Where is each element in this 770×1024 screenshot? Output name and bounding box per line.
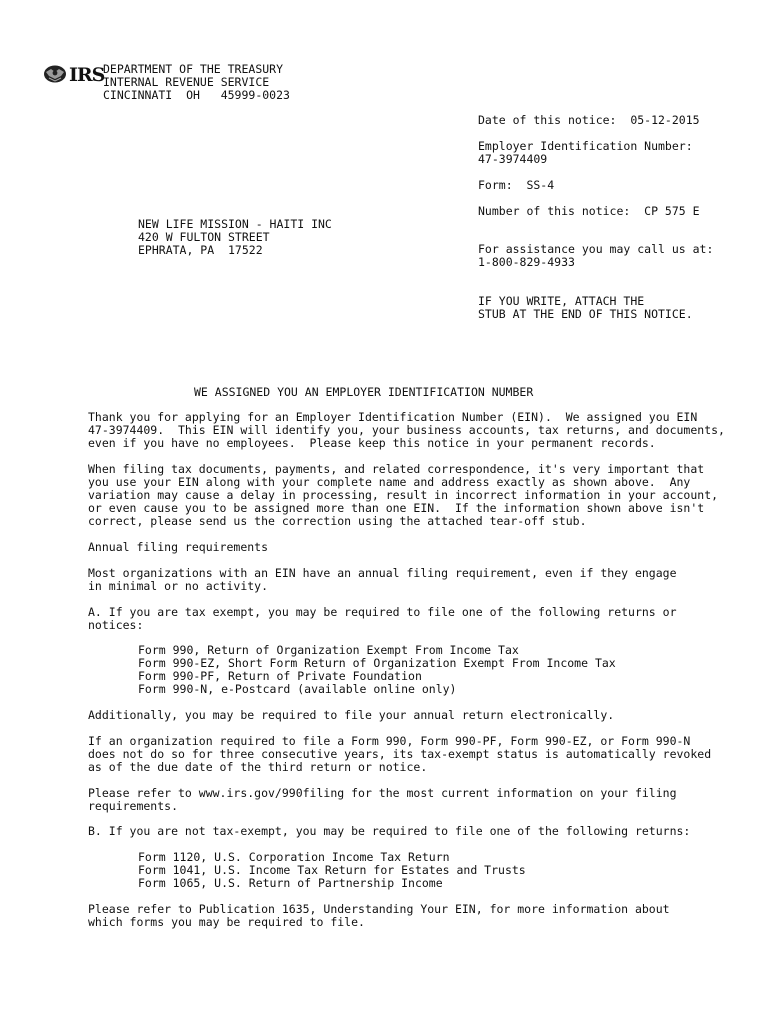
list-item: Form 990-PF, Return of Private Foundation xyxy=(138,669,422,683)
agency-line: DEPARTMENT OF THE TREASURY xyxy=(103,62,284,76)
agency-line: CINCINNATI OH 45999-0023 xyxy=(103,88,290,102)
eagle-emblem-icon xyxy=(43,64,67,84)
assistance-phone: 1-800-829-4933 xyxy=(478,255,575,269)
assistance-label: For assistance you may call us at: xyxy=(478,242,714,256)
logo-text: IRS xyxy=(69,64,105,86)
form-list-a xyxy=(138,644,616,696)
paragraph: When filing tax documents, payments, and related correspondence, it's very important that you use your EIN along with your complete name and address exactly as shown above. Any variation may cause a delay in processing, result in incorrect information in your account, or even cause you to be assigned more than one EIN. If the information shown above isn't correct, please send us the correction using the attached tear-off stub. xyxy=(88,462,719,528)
recipient-address xyxy=(138,218,332,257)
recipient-line: EPHRATA, PA 17522 xyxy=(138,243,263,257)
list-item: Form 990-N, e-Postcard (available online only) xyxy=(138,682,457,696)
form-line: Form: SS-4 xyxy=(478,178,555,192)
paragraph: Most organizations with an EIN have an annual filing requirement, even if they engage in minimal or no activity. xyxy=(88,566,677,593)
paragraph: Please refer to www.irs.gov/990filing for the most current information on your filing requirements. xyxy=(88,786,677,813)
paragraph: B. If you are not tax-exempt, you may be required to file one of the following returns: xyxy=(88,824,691,838)
paragraph: A. If you are tax exempt, you may be required to file one of the following returns or notices: xyxy=(88,605,677,632)
section-title: Annual filing requirements xyxy=(88,540,269,554)
ein-value: 47-3974409 xyxy=(478,152,548,166)
list-item: Form 1120, U.S. Corporation Income Tax Return xyxy=(138,850,450,864)
letter-heading: WE ASSIGNED YOU AN EMPLOYER IDENTIFICATION NUMBER xyxy=(194,385,534,399)
irs-logo xyxy=(43,64,104,85)
notice-date: Date of this notice: 05-12-2015 xyxy=(478,113,700,127)
notice-number: Number of this notice: CP 575 E xyxy=(478,204,700,218)
paragraph: If an organization required to file a Form 990, Form 990-PF, Form 990-EZ, or Form 990-N does not do so for three consecutive years, its tax-exempt status is automatically revoked as of the due date of the third return or notice. xyxy=(88,734,712,774)
list-item: Form 1041, U.S. Income Tax Return for Estates and Trusts xyxy=(138,863,526,877)
paragraph: Additionally, you may be required to file your annual return electronically. xyxy=(88,708,615,722)
list-item: Form 990-EZ, Short Form Return of Organization Exempt From Income Tax xyxy=(138,656,616,670)
recipient-line: 420 W FULTON STREET xyxy=(138,230,270,244)
paragraph: Please refer to Publication 1635, Understanding Your EIN, for more information about which forms you may be required to file. xyxy=(88,902,670,929)
form-list-b xyxy=(138,851,526,890)
ein-label: Employer Identification Number: xyxy=(478,139,693,153)
paragraph: Thank you for applying for an Employer Identification Number (EIN). We assigned you EIN 47-3974409. This EIN will identify you, your business accounts, tax returns, and documents, even if you have no employees. Please keep this notice in your permanent records. xyxy=(88,410,725,450)
assistance-block xyxy=(478,243,713,269)
write-instruction: IF YOU WRITE, ATTACH THE STUB AT THE END OF THIS NOTICE. xyxy=(478,294,693,321)
list-item: Form 990, Return of Organization Exempt From Income Tax xyxy=(138,643,519,657)
agency-address xyxy=(103,63,290,102)
ein-block xyxy=(478,140,693,166)
recipient-line: NEW LIFE MISSION - HAITI INC xyxy=(138,217,332,231)
list-item: Form 1065, U.S. Return of Partnership Income xyxy=(138,876,443,890)
agency-line: INTERNAL REVENUE SERVICE xyxy=(103,75,270,89)
